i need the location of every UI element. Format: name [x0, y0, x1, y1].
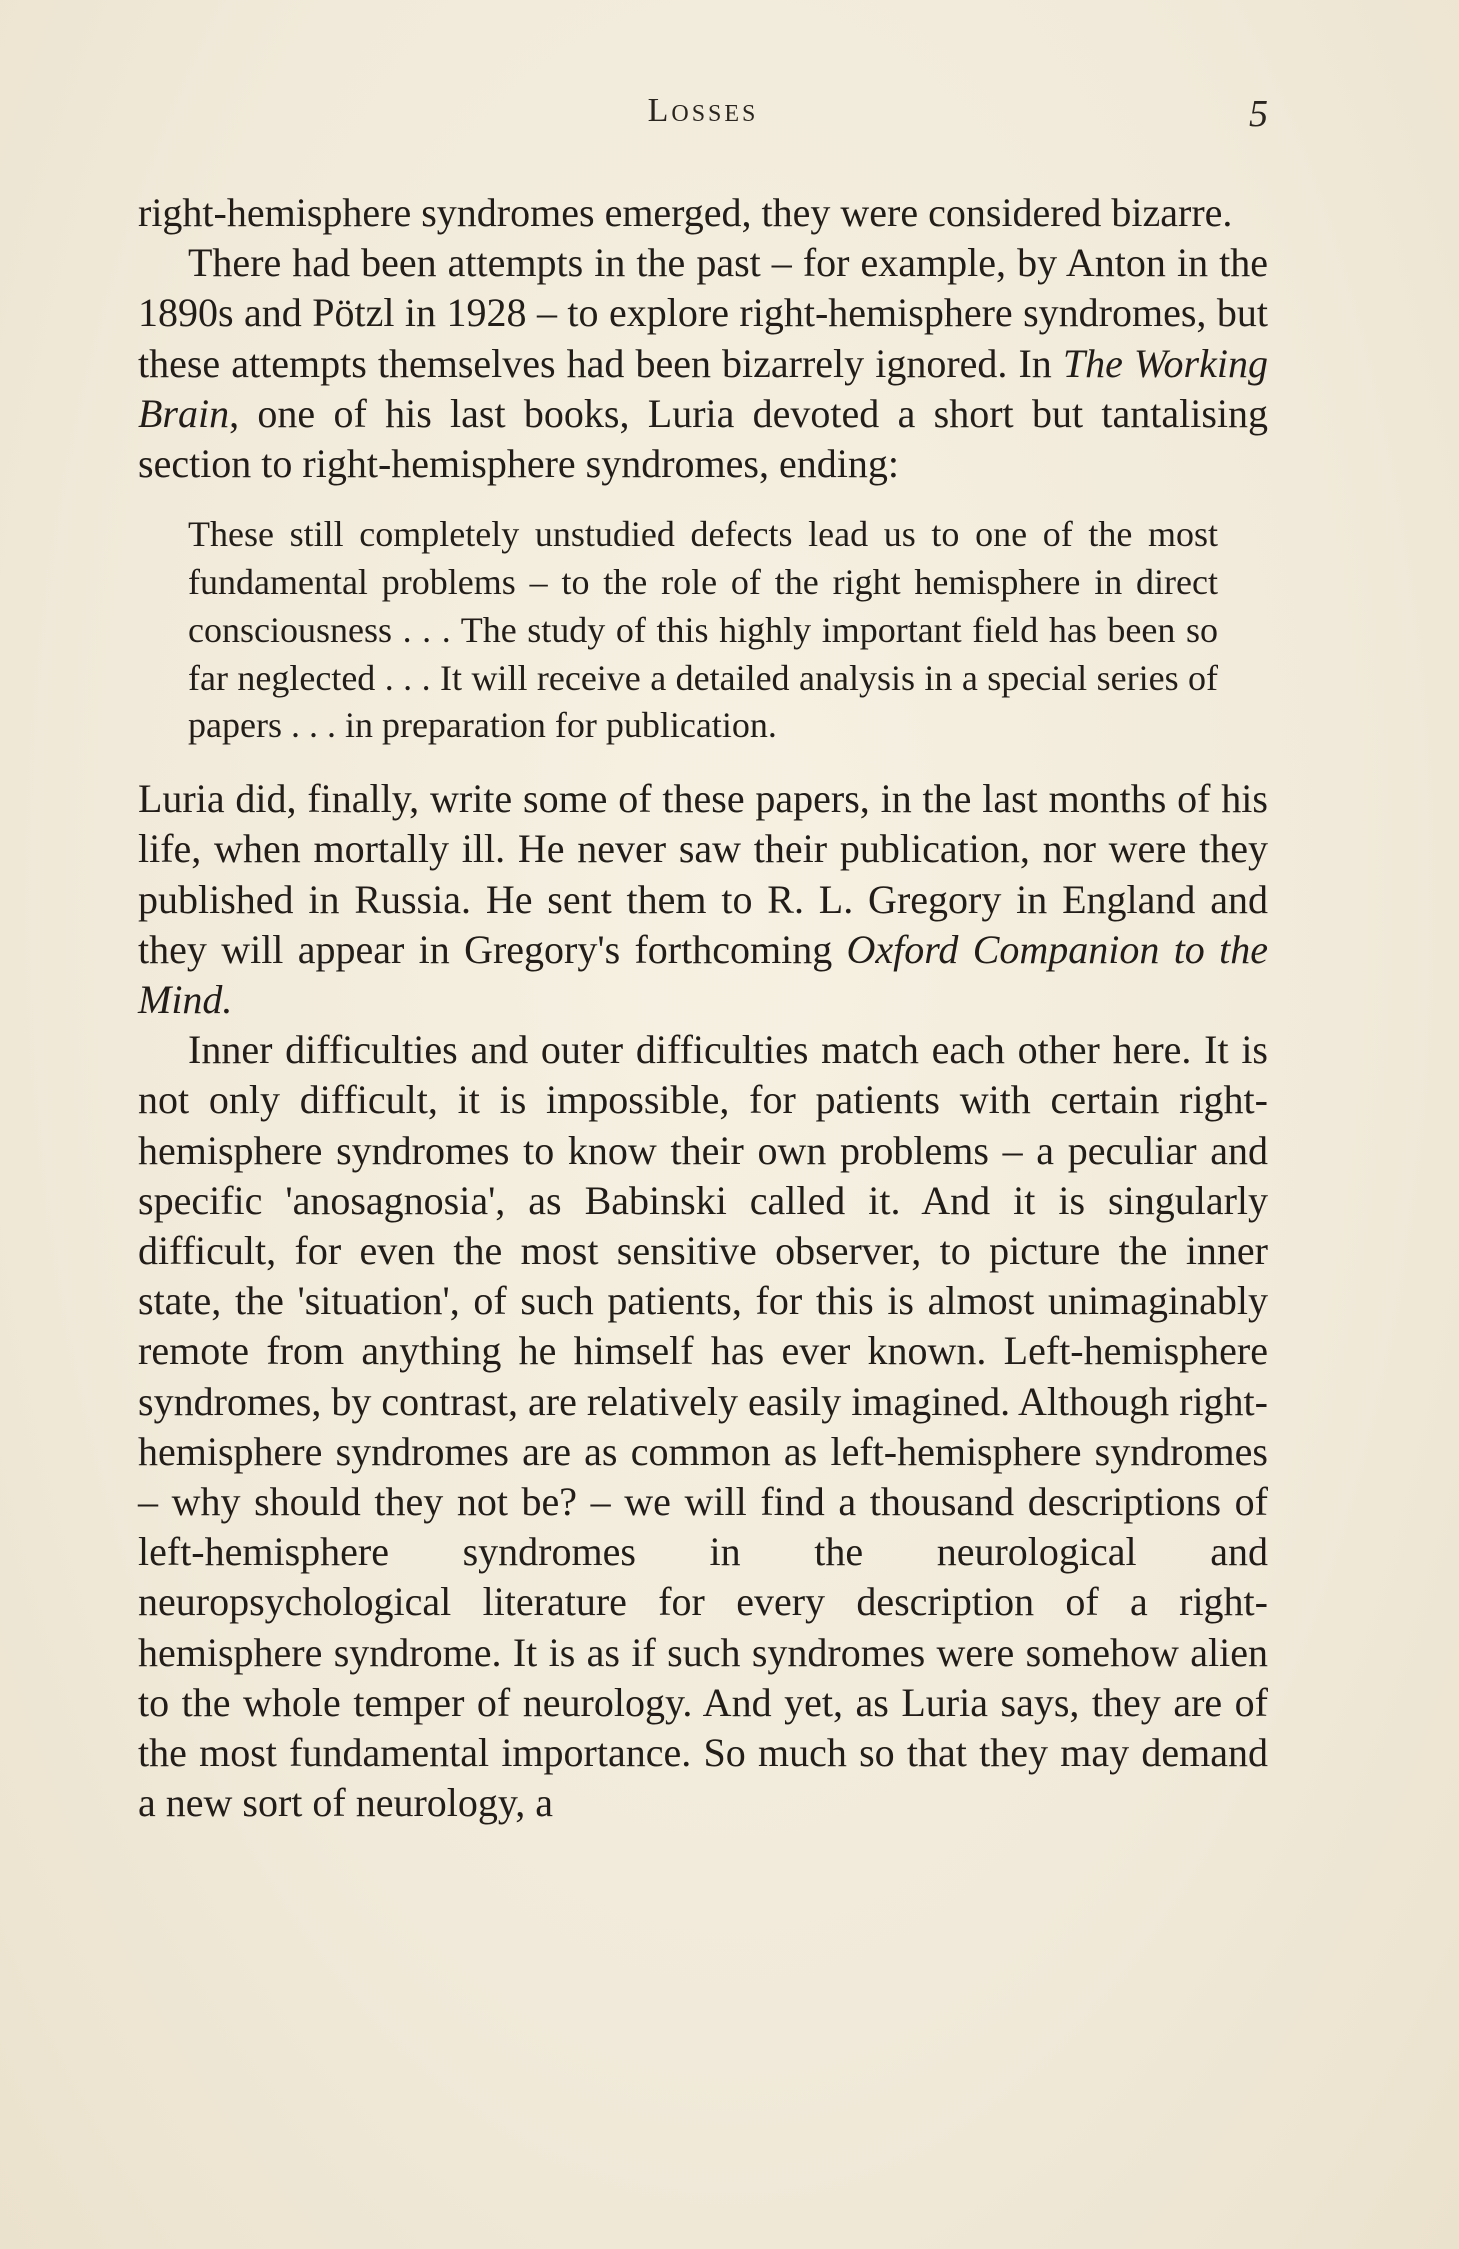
paragraph-3 — [138, 774, 1268, 1025]
block-quote: These still completely unstudied defects lead us to one of the most fundamental problems – to the role of the right hemisphere in direct consciousness . . . The study of this highly important field has been so far neglected . . . It will receive a detailed analysis in a special series of papers . . . in preparation for publication. — [188, 514, 1218, 746]
book-title-working-brain: The Working Brain — [138, 340, 1268, 436]
paragraph-1: right-hemisphere syndromes emerged, they were considered bizarre. — [138, 190, 1233, 235]
paragraph-2-text-a: There had been attempts in the past – for example, by Anton in the 1890s and Pötzl in 1928 – to explore right-hemisphere syndromes, but these attempts themselves had been bizarrely ignored. In — [138, 240, 1268, 386]
running-head: Losses — [647, 92, 759, 129]
paragraph-4: Inner difficulties and outer difficulties match each other here. It is not only difficult, it is impossible, for patients with certain right-hemisphere syndromes to know their own problems – a peculiar and specific 'anosagnosia', as Babinski called it. And it is singularly difficult, for even the most sensitive observer, to picture the inner state, the 'situation', of such patients, for this is almost unimaginably remote from anything he himself has ever known. Left-hemisphere syndromes, by contrast, are relatively easily imagined. Although right-hemisphere syndromes are as common as left-hemisphere syndromes – why should they not be? – we will find a thousand descriptions of left-hemisphere syndromes in the neurological and neuropsychological literature for every description of a right-hemisphere syndrome. It is as if such syndromes were somehow alien to the whole temper of neurology. And yet, as Luria says, they are of the most fundamental importance. So much so that they may demand a new sort of neurology, a — [138, 1027, 1268, 1826]
paragraph-2-text-b: , one of his last books, Luria devoted a short but tantalising section to right-hemisphere syndromes, ending: — [138, 390, 1268, 487]
paragraph-2 — [138, 238, 1268, 489]
page-number: 5 — [1249, 93, 1268, 135]
page-header — [138, 92, 1268, 135]
book-title-oxford-companion: Oxford Companion to the Mind. — [138, 926, 1269, 1023]
body-text — [138, 188, 1268, 1828]
paragraph-3-text: Luria did, finally, write some of these papers, in the last months of his life, when mortally ill. He never saw their publication, nor were they published in Russia. He sent them to R. L. Gregory in England and they will appear in Gregory's forthcoming — [138, 776, 1268, 972]
